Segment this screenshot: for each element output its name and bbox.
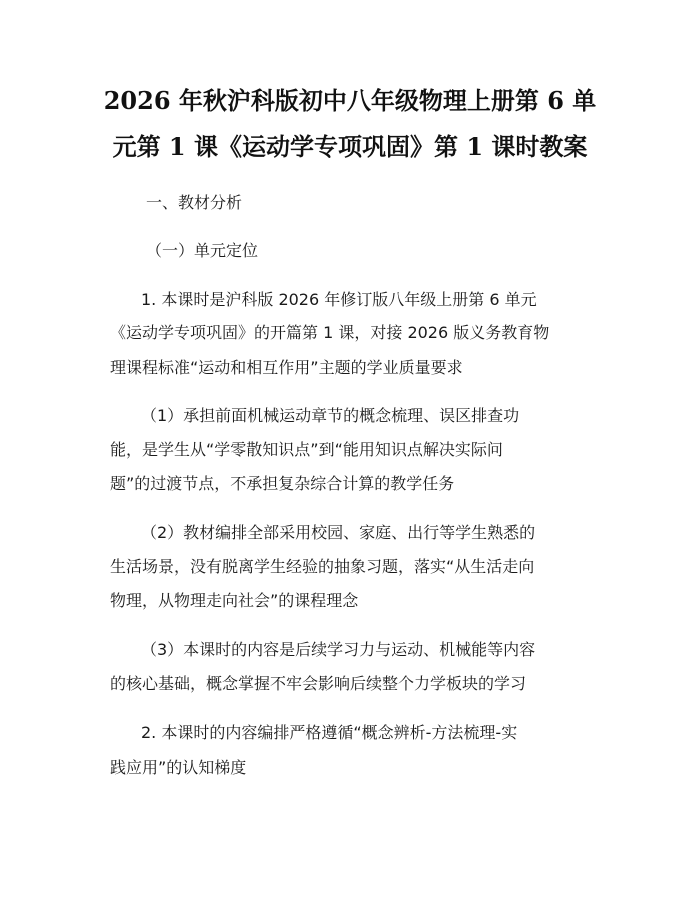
document-title-line-2: 元第 1 课《运动学专项巩固》第 1 课时教案 <box>112 132 588 161</box>
paragraph-1-1-line-2: 能，是学生从“学零散知识点”到“能用知识点解决实际问 <box>110 440 503 459</box>
paragraph-1-3-line-2: 的核心基础，概念掌握不牢会影响后续整个力学板块的学习 <box>110 674 527 693</box>
document-title-line-1: 2026 年秋沪科版初中八年级物理上册第 6 单 <box>103 86 597 115</box>
paragraph-1-line-2: 《运动学专项巩固》的开篇第 1 课，对接 2026 版义务教育物 <box>110 323 550 342</box>
paragraph-2-line-2: 践应用”的认知梯度 <box>110 758 247 777</box>
paragraph-1-3-line-1: （3）本课时的内容是后续学习力与运动、机械能等内容 <box>141 640 536 659</box>
paragraph-1-1-line-3: 题”的过渡节点，不承担复杂综合计算的教学任务 <box>110 474 455 493</box>
subsection-heading: （一）单元定位 <box>146 241 259 260</box>
paragraph-2-line-1: 2. 本课时的内容编排严格遵循“概念辨析-方法梳理-实 <box>141 723 518 742</box>
paragraph-1-2-line-2: 生活场景，没有脱离学生经验的抽象习题，落实“从生活走向 <box>110 557 535 576</box>
paragraph-1-line-1: 1. 本课时是沪科版 2026 年修订版八年级上册第 6 单元 <box>141 290 537 309</box>
paragraph-1-2-line-3: 物理，从物理走向社会”的课程理念 <box>110 591 359 610</box>
paragraph-1-1-line-1: （1）承担前面机械运动章节的概念梳理、误区排查功 <box>141 406 520 425</box>
paragraph-1-line-3: 理课程标准“运动和相互作用”主题的学业质量要求 <box>110 358 463 377</box>
paragraph-1-2-line-1: （2）教材编排全部采用校园、家庭、出行等学生熟悉的 <box>141 523 536 542</box>
section-heading: 一、教材分析 <box>146 193 243 212</box>
